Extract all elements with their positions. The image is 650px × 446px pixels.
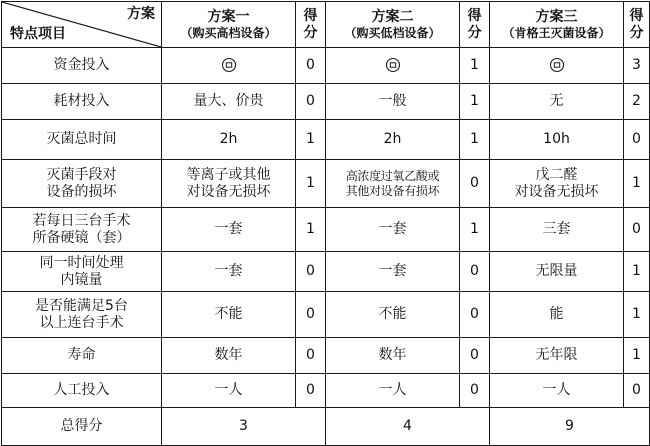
plan-subtitle: （购买高档设备）: [180, 25, 277, 40]
plan-subtitle: （肯格王灭菌设备）: [502, 25, 611, 40]
plan-3-value-cell: 三套: [490, 208, 624, 252]
cell-line: 对设备无损坏: [514, 183, 599, 200]
total-row: [2, 408, 650, 446]
feature-cell: [2, 84, 162, 120]
plan-3-score-cell: 1: [624, 292, 650, 338]
plan-1-score-cell: 0: [296, 374, 326, 408]
plan-3-score-cell: 1: [624, 252, 650, 292]
cell-line: 所备硬镜（套）: [32, 229, 131, 246]
plan-3-score-cell: 3: [624, 48, 650, 84]
cell-line: 若每日三台手术: [32, 212, 131, 229]
plan-2-score-cell: 0: [460, 374, 490, 408]
header-corner-cell: [2, 2, 162, 48]
plan-1-score-cell: 1: [296, 208, 326, 252]
plan-1-value-cell: 数年: [162, 338, 296, 374]
feature-cell: [2, 292, 162, 338]
plan-2-score-cell: 0: [460, 338, 490, 374]
plan-2-score-cell: 0: [460, 160, 490, 208]
coin-icon: [385, 57, 401, 73]
plan-3-value-cell: [490, 160, 624, 208]
plan-1-score-cell: 0: [296, 252, 326, 292]
plan-2-score-cell: 0: [460, 292, 490, 338]
table-row: [2, 338, 650, 374]
plan-subtitle: （购买低档设备）: [344, 25, 441, 40]
plan-3-value-cell: 无年限: [490, 338, 624, 374]
plan-2-total-score: 4: [326, 408, 490, 446]
cell-line: 以上连台手术: [39, 314, 124, 331]
table-row: [2, 374, 650, 408]
table-row: [2, 292, 650, 338]
cell-line: 等离子或其他: [186, 166, 271, 183]
plan-1-score-cell: 0: [296, 338, 326, 374]
cell-line: 设备的损坏: [46, 183, 117, 200]
plan-3-score-cell: 2: [624, 84, 650, 120]
score-header: 得 分: [296, 2, 326, 48]
plan-2-value-cell: 一人: [326, 374, 460, 408]
plan-1-total-score: 3: [162, 408, 326, 446]
plan-2-value-cell: 一般: [326, 84, 460, 120]
plan-1-value-cell: [162, 160, 296, 208]
cell-line: 耗材投入: [53, 93, 110, 110]
plan-title: 方案一: [207, 8, 250, 25]
plan-3-value-cell: 一人: [490, 374, 624, 408]
plan-1-score-cell: 0: [296, 48, 326, 84]
plan-2-value-cell: 一套: [326, 252, 460, 292]
plan-1-value-cell: [162, 48, 296, 84]
plan-3-total-score: 9: [490, 408, 650, 446]
plan-1-value-cell: 一人: [162, 374, 296, 408]
plan-2-score-cell: 1: [460, 120, 490, 160]
plan-2-value-cell: 一套: [326, 208, 460, 252]
plan-3-score-cell: 0: [624, 120, 650, 160]
cell-line: 同一时间处理: [39, 254, 124, 271]
plan-2-score-cell: 0: [460, 252, 490, 292]
table-row: [2, 120, 650, 160]
comparison-table: [1, 1, 650, 446]
plan-3-value-cell: [490, 48, 624, 84]
plan-2-value-cell: [326, 48, 460, 84]
plan-2-value-cell: 数年: [326, 338, 460, 374]
feature-cell: [2, 338, 162, 374]
cell-line: 灭菌手段对: [46, 166, 117, 183]
feature-cell: [2, 208, 162, 252]
feature-cell: [2, 48, 162, 84]
cell-line: 高浓度过氧乙酸或: [345, 169, 440, 184]
corner-plan-label: 方案: [127, 6, 155, 22]
score-header: 得 分: [624, 2, 650, 48]
coin-icon: [549, 57, 565, 73]
plan-3-value-cell: 无限量: [490, 252, 624, 292]
plan-3-score-cell: 0: [624, 374, 650, 408]
plan-3-score-cell: 1: [624, 338, 650, 374]
cell-line: 内镜量: [60, 271, 103, 288]
cell-line: 戊二醛: [535, 166, 578, 183]
cell-line: 其他对设备有损坏: [345, 183, 440, 198]
plan-1-score-cell: 0: [296, 292, 326, 338]
header-row: [2, 2, 650, 48]
plan-1-value-cell: 一套: [162, 208, 296, 252]
cell-line: 人工投入: [53, 382, 110, 399]
plan-title: 方案三: [535, 8, 578, 25]
plan-3-header: [490, 2, 624, 48]
cell-line: 灭菌总时间: [46, 131, 117, 148]
feature-cell: [2, 160, 162, 208]
plan-2-header: [326, 2, 460, 48]
cell-line: 是否能满足5台: [35, 297, 128, 314]
cell-line: 寿命: [67, 347, 96, 364]
coin-icon: [221, 57, 237, 73]
plan-3-value-cell: 无: [490, 84, 624, 120]
plan-1-value-cell: 一套: [162, 252, 296, 292]
plan-2-value-cell: 不能: [326, 292, 460, 338]
cell-line: 资金投入: [53, 57, 110, 74]
plan-1-score-cell: 1: [296, 160, 326, 208]
plan-2-value-cell: [326, 160, 460, 208]
table-row: [2, 160, 650, 208]
table-row: [2, 252, 650, 292]
table-row: [2, 208, 650, 252]
plan-3-score-cell: 1: [624, 160, 650, 208]
feature-cell: [2, 252, 162, 292]
score-header: 得 分: [460, 2, 490, 48]
plan-3-value-cell: 10h: [490, 120, 624, 160]
corner-feature-label: 特点项目: [10, 26, 66, 43]
feature-cell: [2, 120, 162, 160]
table-row: [2, 48, 650, 84]
cell-line: 对设备无损坏: [186, 183, 271, 200]
total-label: 总得分: [2, 408, 162, 446]
plan-3-score-cell: 0: [624, 208, 650, 252]
plan-1-value-cell: 2h: [162, 120, 296, 160]
plan-2-score-cell: 1: [460, 84, 490, 120]
plan-2-score-cell: 1: [460, 208, 490, 252]
plan-1-header: [162, 2, 296, 48]
plan-1-score-cell: 0: [296, 84, 326, 120]
plan-2-value-cell: 2h: [326, 120, 460, 160]
plan-1-score-cell: 1: [296, 120, 326, 160]
plan-title: 方案二: [371, 8, 414, 25]
plan-3-value-cell: 能: [490, 292, 624, 338]
feature-cell: [2, 374, 162, 408]
plan-1-value-cell: 量大、价贵: [162, 84, 296, 120]
table-row: [2, 84, 650, 120]
plan-1-value-cell: 不能: [162, 292, 296, 338]
plan-2-score-cell: 1: [460, 48, 490, 84]
